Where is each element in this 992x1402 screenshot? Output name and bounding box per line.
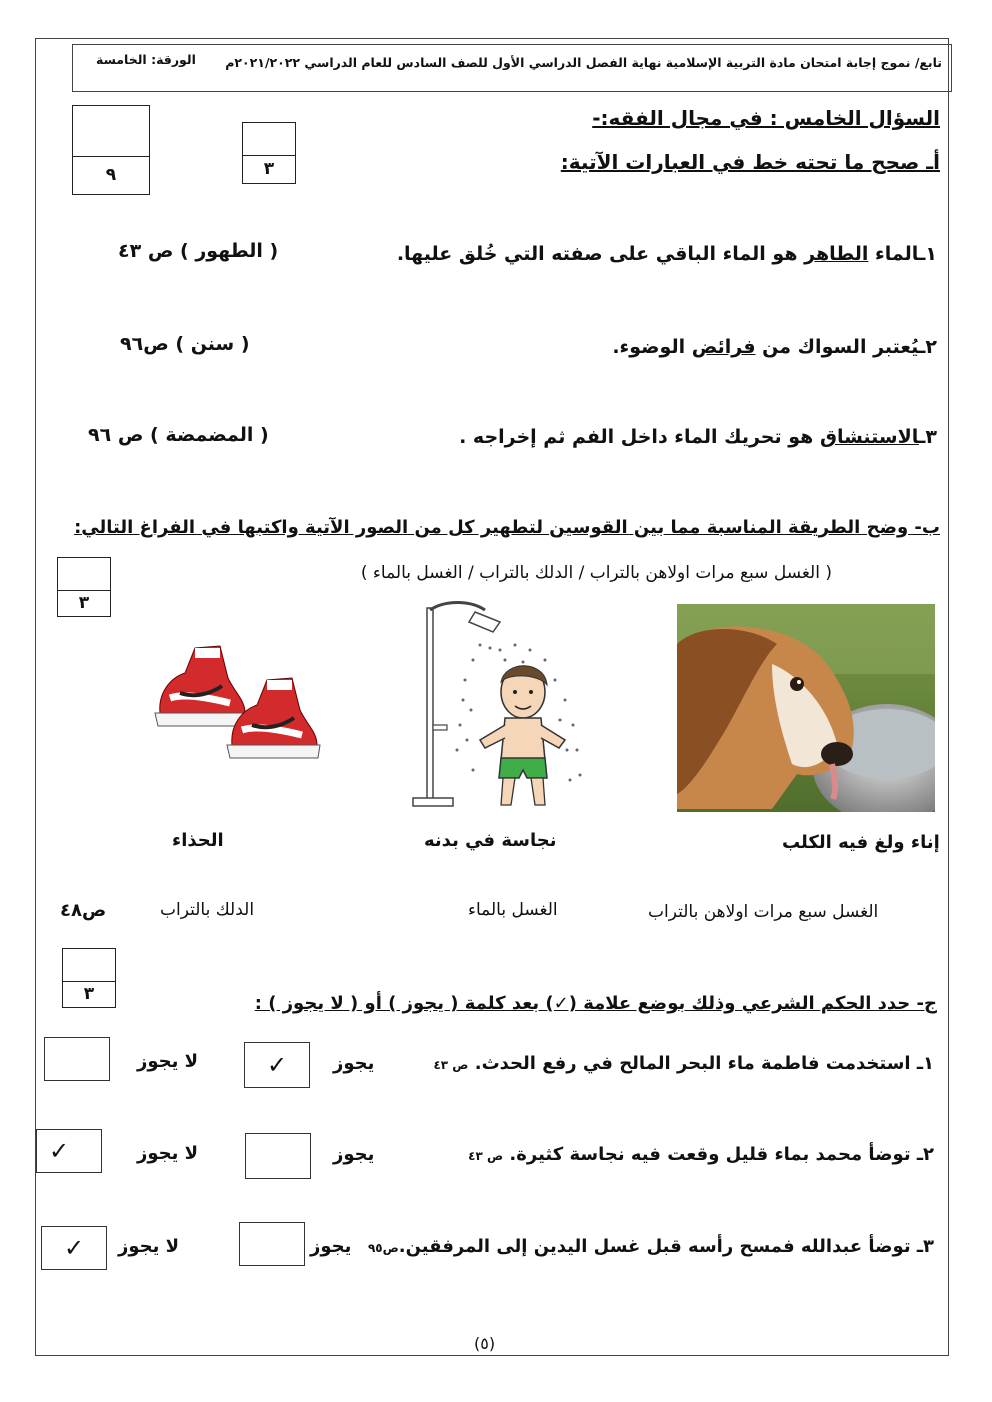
part-b-page-ref: ص٤٨ xyxy=(60,900,107,921)
yes-label-1: يجوز xyxy=(333,1053,375,1074)
part-a-title: أـ صحح ما تحته خط في العبارات الآتية: xyxy=(560,150,940,174)
total-score-box xyxy=(72,105,150,195)
no-label-1: لا يجوز xyxy=(137,1051,199,1072)
caption-dog: إناء ولغ فيه الكلب xyxy=(782,832,940,853)
part-a-answer-2: ( سنن ) ص٩٦ xyxy=(120,333,250,355)
part-c-title: ج- حدد الحكم الشرعي وذلك بوضع علامة (✓) بعد كلمة ( يجوز ) أو ( لا يجوز ) : xyxy=(254,993,937,1014)
answer-shower: الغسل بالماء xyxy=(468,900,558,920)
answer-shoe: الدلك بالتراب xyxy=(160,900,255,920)
part-c-item-1: ١ـ استخدمت فاطمة ماء البحر المالح في رفع الحدث. ص ٤٣ xyxy=(433,1053,934,1074)
sneakers-image xyxy=(150,638,325,763)
yes-label-3: يجوز xyxy=(310,1236,352,1257)
part-c-score: ٣ xyxy=(83,984,95,1004)
header-title: تابع/ نموج إجابة امتحان مادة التربية الإسلامية نهاية الفصل الدراسي الأول للصف السادس للعام الدراسي ٢٠٢١/٢٠٢٢م xyxy=(225,55,942,70)
no-checkbox-1[interactable] xyxy=(44,1037,110,1081)
yes-checkbox-3[interactable] xyxy=(239,1222,305,1266)
part-a-answer-3: ( المضمضة ) ص ٩٦ xyxy=(88,424,269,446)
no-label-3: لا يجوز xyxy=(118,1236,180,1257)
header-sheet-label: الورقة: الخامسة xyxy=(96,52,196,67)
part-c-score-box xyxy=(62,948,116,1008)
boy-shower-icon xyxy=(405,600,595,812)
part-c-item-2: ٢ـ توضأ محمد بماء قليل وقعت فيه نجاسة كثيرة. ص ٤٣ xyxy=(468,1144,934,1165)
part-b-options: ( الغسل سبع مرات اولاهن بالتراب / الدلك بالتراب / الغسل بالماء ) xyxy=(360,563,832,583)
yes-label-2: يجوز xyxy=(333,1144,375,1165)
total-score: ٩ xyxy=(105,165,117,185)
part-a-score-box xyxy=(242,122,296,184)
dog-drinking-image xyxy=(677,604,935,812)
dog-drinking-icon xyxy=(677,604,935,812)
part-a-item-1: ١ـالماء الطاهر هو الماء الباقي على صفته التي خُلق عليها. xyxy=(396,243,937,265)
answer-dog: الغسل سبع مرات اولاهن بالتراب xyxy=(648,902,879,922)
no-label-2: لا يجوز xyxy=(137,1143,199,1164)
part-b-score: ٣ xyxy=(78,593,90,613)
question-title: السؤال الخامس : في مجال الفقه:- xyxy=(592,106,940,130)
sneakers-icon xyxy=(150,638,325,763)
yes-checkbox-1[interactable]: ✓ xyxy=(244,1042,310,1088)
page-number: (٥) xyxy=(474,1334,496,1353)
part-b-score-box xyxy=(57,557,111,617)
boy-shower-image xyxy=(405,600,595,812)
part-a-answer-1: ( الطهور ) ص ٤٣ xyxy=(118,240,279,262)
no-checkbox-2[interactable]: ✓ xyxy=(36,1129,102,1173)
part-a-item-2: ٢ـيُعتبر السواك من فرائض الوضوء. xyxy=(612,336,937,358)
yes-checkbox-2[interactable] xyxy=(245,1133,311,1179)
part-a-score: ٣ xyxy=(263,159,275,179)
caption-shoe: الحذاء xyxy=(172,830,224,851)
caption-shower: نجاسة في بدنه xyxy=(424,830,557,851)
no-checkbox-3[interactable]: ✓ xyxy=(41,1226,107,1270)
part-a-item-3: ٣ـالاستنشاق هو تحريك الماء داخل الفم ثم إخراجه . xyxy=(459,426,937,448)
part-b-title: ب- وضح الطريقة المناسبة مما بين القوسين لتطهير كل من الصور الآتية واكتبها في الفراغ التالي: xyxy=(74,517,940,538)
part-c-item-3: ٣ـ توضأ عبدالله فمسح رأسه قبل غسل اليدين إلى المرفقين.ص٩٥ xyxy=(367,1236,934,1257)
